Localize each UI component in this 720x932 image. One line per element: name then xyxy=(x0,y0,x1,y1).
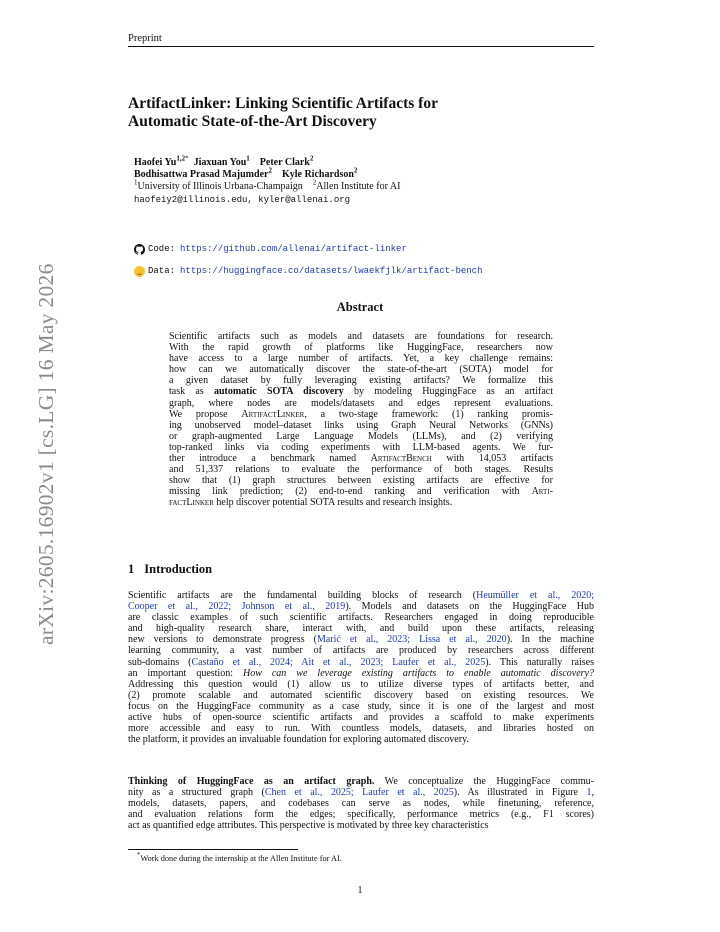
paper-title xyxy=(128,95,598,131)
body-line: Cooper et al., 2022; Johnson et al., 2019). Models and datasets on the HuggingFace Hub xyxy=(128,601,594,613)
abstract-line: graph, where nodes are models/datasets and edges represent evaluations. xyxy=(169,397,553,409)
author-mark: * xyxy=(185,154,189,163)
body-line: an important question: How can we leverage existing artifacts to enable automatic discovery? xyxy=(128,667,594,679)
body-line: sub-domains (Castaño et al., 2024; Ait et al., 2023; Laufer et al., 2025). This naturally raises xyxy=(128,656,594,668)
citation-link[interactable]: Cooper et al., 2022; Johnson et al., 2019 xyxy=(128,601,346,613)
body-line: focus on the HuggingFace community as a case study, since it is one of the largest and most xyxy=(128,700,594,712)
paragraph-lead: Thinking of HuggingFace as an artifact graph. xyxy=(128,776,375,787)
abstract-line: ther introduce a benchmark named ArtifactBench with 14,053 artifacts xyxy=(169,453,553,465)
citation-link[interactable]: Marić et al., 2023; Lissa et al., 2020 xyxy=(316,634,507,646)
footnote-mark: * xyxy=(137,852,141,859)
code-link-row xyxy=(134,238,482,260)
body-line: and evaluation relations form the edges; specifically, performance metrics (e.g., F1 scores) xyxy=(128,809,594,821)
page-number: 1 xyxy=(357,885,363,896)
body-line: new versions to demonstrate progress (Marić et al., 2023; Lissa et al., 2020). In the machine xyxy=(128,634,594,646)
abstract-line: top-ranked links via coding experiments with LLM-based agents. We fur- xyxy=(169,441,553,453)
header-rule xyxy=(128,46,594,47)
section-number: 1 xyxy=(128,562,135,576)
author-affil: 2 xyxy=(268,166,272,175)
author-name: Kyle Richardson xyxy=(281,169,354,181)
author-block xyxy=(134,154,401,206)
body-line: are classic examples of such scientific artifacts. Researchers engaged in doing reproducible xyxy=(128,612,594,624)
author-name: Haofei Yu xyxy=(134,157,177,168)
body-line: models, datasets, papers, and codebases can serve as nodes, while finetuning, reference, xyxy=(128,798,594,810)
body-line: Addressing this question would (1) allow us to utilize diverse types of artifacts better, and xyxy=(128,678,594,690)
abstract-line: how can we automatically discover the state-of-the-art (SOTA) model for xyxy=(169,364,553,376)
research-question: How can we leverage existing artifacts to enable automatic discovery? xyxy=(242,667,594,679)
body-line: (2) promote scalable and automated scientific discovery based on existing resources. We xyxy=(128,689,594,701)
body-line: the platform, it provides an invaluable foundation for exploring automated discovery. xyxy=(128,734,469,746)
affiliation: University of Illinois Urbana-Champaign xyxy=(137,181,303,193)
citation-link[interactable]: Castaño et al., 2024; Ait et al., 2023; Laufer et al., 2025 xyxy=(191,656,486,668)
emphasis-term: automatic SOTA discovery xyxy=(213,386,344,398)
title-line: ArtifactLinker: Linking Scientific Artifacts for xyxy=(128,95,438,112)
huggingface-icon xyxy=(134,266,145,277)
citation-link[interactable]: Chen et al., 2025; Laufer et al., 2025 xyxy=(264,787,454,799)
resource-links xyxy=(134,238,482,282)
title-line: Automatic State-of-the-Art Discovery xyxy=(128,113,377,130)
abstract-line: Scientific artifacts such as models and datasets are foundations for research. xyxy=(169,331,553,342)
graph-paragraph xyxy=(128,776,594,831)
data-link-row xyxy=(134,260,482,282)
abstract-line: factLinker help discover potential SOTA results and research insights. xyxy=(169,497,453,509)
github-icon xyxy=(134,244,145,255)
body-line: active hubs of open-source scientific artifacts and provides a scaffold to make experiments xyxy=(128,712,594,724)
code-link[interactable]: https://github.com/allenai/artifact-linker xyxy=(180,244,407,254)
body-line: Thinking of HuggingFace as an artifact graph. We conceptualize the HuggingFace commu- xyxy=(128,776,594,787)
abstract-line: With the rapid growth of platforms like HuggingFace, researchers now xyxy=(169,342,553,354)
footnote-text: Work done during the internship at the Allen Institute for AI. xyxy=(140,853,342,863)
abstract-line: a given dataset by fully leveraging existing artifacts? We formalize this xyxy=(169,375,553,387)
author-affil: 2 xyxy=(309,154,314,163)
code-label: Code: xyxy=(148,244,176,254)
affiliation-line xyxy=(134,181,400,193)
footnote xyxy=(137,852,342,863)
body-line: learning community, a vast number of artifacts are produced by researchers across different xyxy=(128,645,594,657)
author-line xyxy=(134,166,400,181)
author-affil: 2 xyxy=(353,166,358,175)
system-name: factLinker xyxy=(169,497,214,509)
benchmark-name: ArtifactBench xyxy=(370,453,432,465)
author-name: Peter Clark xyxy=(259,157,310,168)
body-line: Scientific artifacts are the fundamental building blocks of research (Heumüller et al., 2020; xyxy=(128,590,594,601)
footnote-rule xyxy=(128,849,298,850)
abstract-body xyxy=(169,331,553,509)
section-heading xyxy=(128,562,212,577)
author-name: Bodhisattwa Prasad Majumder xyxy=(134,169,269,181)
abstract-line: missing link prediction; (2) end-to-end ranking and verification with Arti- xyxy=(169,486,553,498)
abstract-line: show that (1) graph structures between existing artifacts are effective for xyxy=(169,475,553,487)
figure-ref-link[interactable]: 1 xyxy=(586,787,592,799)
abstract-heading: Abstract xyxy=(336,300,384,314)
author-affil: 1,2 xyxy=(176,154,186,163)
author-affil: 1 xyxy=(246,154,250,163)
author-name: Jiaxuan You xyxy=(193,157,247,168)
system-name: Arti- xyxy=(531,486,553,498)
body-line: and high-quality research share, interact with, and build upon these artifacts, releasing xyxy=(128,623,594,635)
arxiv-stamp: arXiv:2605.16902v1 [cs.LG] 16 May 2026 xyxy=(34,263,58,645)
affil-mark: 2 xyxy=(312,179,317,188)
header-label: Preprint xyxy=(128,33,162,44)
section-title: Introduction xyxy=(144,562,213,576)
body-line: nity as a structured graph (Chen et al., 2025; Laufer et al., 2025). As illustrated in Figure 1, xyxy=(128,787,594,799)
body-line: more accessible and easy to run. With countless models, datasets, and libraries hosted on xyxy=(128,723,594,735)
affil-mark: 1 xyxy=(134,179,138,188)
system-name: ArtifactLinker xyxy=(241,408,305,420)
citation-link[interactable]: Heumüller et al., 2020; xyxy=(476,590,594,601)
abstract-line: task as automatic SOTA discovery by modeling HuggingFace as an artifact xyxy=(169,386,553,398)
body-line: act as quantified edge attributes. This perspective is motivated by three key characteristics xyxy=(128,820,489,832)
abstract-line: or graph-augmented Large Language Models (LLMs), and (2) verifying xyxy=(169,430,553,442)
affiliation: Allen Institute for AI xyxy=(316,181,401,193)
abstract-line: We propose ArtifactLinker, a two-stage framework: (1) ranking promis- xyxy=(169,408,553,420)
intro-paragraph xyxy=(128,590,594,745)
data-label: Data: xyxy=(148,266,176,276)
abstract-line: have access to a large number of artifacts. Yet, a key challenge remains: xyxy=(169,353,553,365)
abstract-line: and 51,337 relations to evaluate the performance of both stages. Results xyxy=(169,464,553,476)
abstract-line: ing unobserved model–dataset links using Graph Neural Networks (GNNs) xyxy=(169,419,553,431)
data-link[interactable]: https://huggingface.co/datasets/lwaekfjlk/artifact-bench xyxy=(180,266,483,276)
author-emails: haofeiy2@illinois.edu, kyler@allenai.org xyxy=(134,194,351,205)
